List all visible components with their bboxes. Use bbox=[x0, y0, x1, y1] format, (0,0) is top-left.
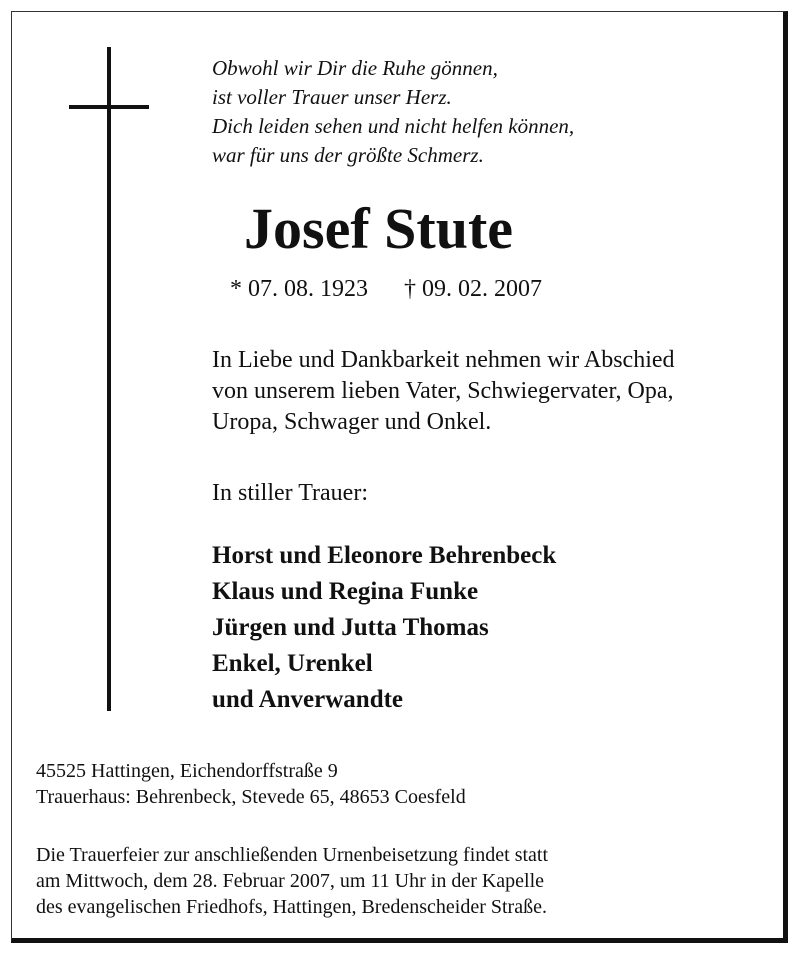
mourning-label: In stiller Trauer: bbox=[212, 480, 368, 506]
ceremony-line: des evangelischen Friedhofs, Hattingen, Bredenscheider Straße. bbox=[36, 896, 547, 918]
obituary-notice bbox=[11, 11, 788, 943]
mourner-entry: Klaus und Regina Funke bbox=[212, 578, 479, 605]
mourner-entry: Enkel, Urenkel bbox=[212, 650, 373, 677]
birth-date: * 07. 08. 1923 bbox=[230, 276, 368, 302]
poem-line: war für uns der größte Schmerz. bbox=[212, 143, 484, 167]
mourner-entry: Jürgen und Jutta Thomas bbox=[212, 614, 489, 641]
mourners-list bbox=[212, 538, 556, 718]
deceased-name: Josef Stute bbox=[244, 196, 514, 261]
poem-line: Obwohl wir Dir die Ruhe gönnen, bbox=[212, 56, 498, 80]
mourner-entry: und Anverwandte bbox=[212, 686, 404, 713]
address-line: 45525 Hattingen, Eichendorffstraße 9 bbox=[36, 760, 338, 782]
ceremony-line: Die Trauerfeier zur anschließenden Urnenbeisetzung findet statt bbox=[36, 844, 549, 866]
ceremony-info bbox=[36, 842, 548, 920]
life-dates bbox=[230, 276, 542, 303]
death-date: † 09. 02. 2007 bbox=[404, 276, 542, 302]
farewell-line: von unserem lieben Vater, Schwiegervater, Opa, bbox=[212, 378, 674, 404]
mourner-entry: Horst und Eleonore Behrenbeck bbox=[212, 542, 557, 569]
poem-line: Dich leiden sehen und nicht helfen können, bbox=[212, 114, 575, 138]
ceremony-line: am Mittwoch, dem 28. Februar 2007, um 11 Uhr in der Kapelle bbox=[36, 870, 545, 892]
farewell-line: Uropa, Schwager und Onkel. bbox=[212, 409, 492, 435]
cross-icon bbox=[107, 47, 111, 711]
farewell-text bbox=[212, 345, 675, 438]
cross-icon-crossbar bbox=[69, 105, 149, 109]
address-block bbox=[36, 758, 466, 810]
poem-line: ist voller Trauer unser Herz. bbox=[212, 85, 452, 109]
farewell-line: In Liebe und Dankbarkeit nehmen wir Abschied bbox=[212, 347, 675, 373]
poem bbox=[212, 54, 574, 170]
address-line: Trauerhaus: Behrenbeck, Stevede 65, 48653 Coesfeld bbox=[36, 786, 466, 808]
